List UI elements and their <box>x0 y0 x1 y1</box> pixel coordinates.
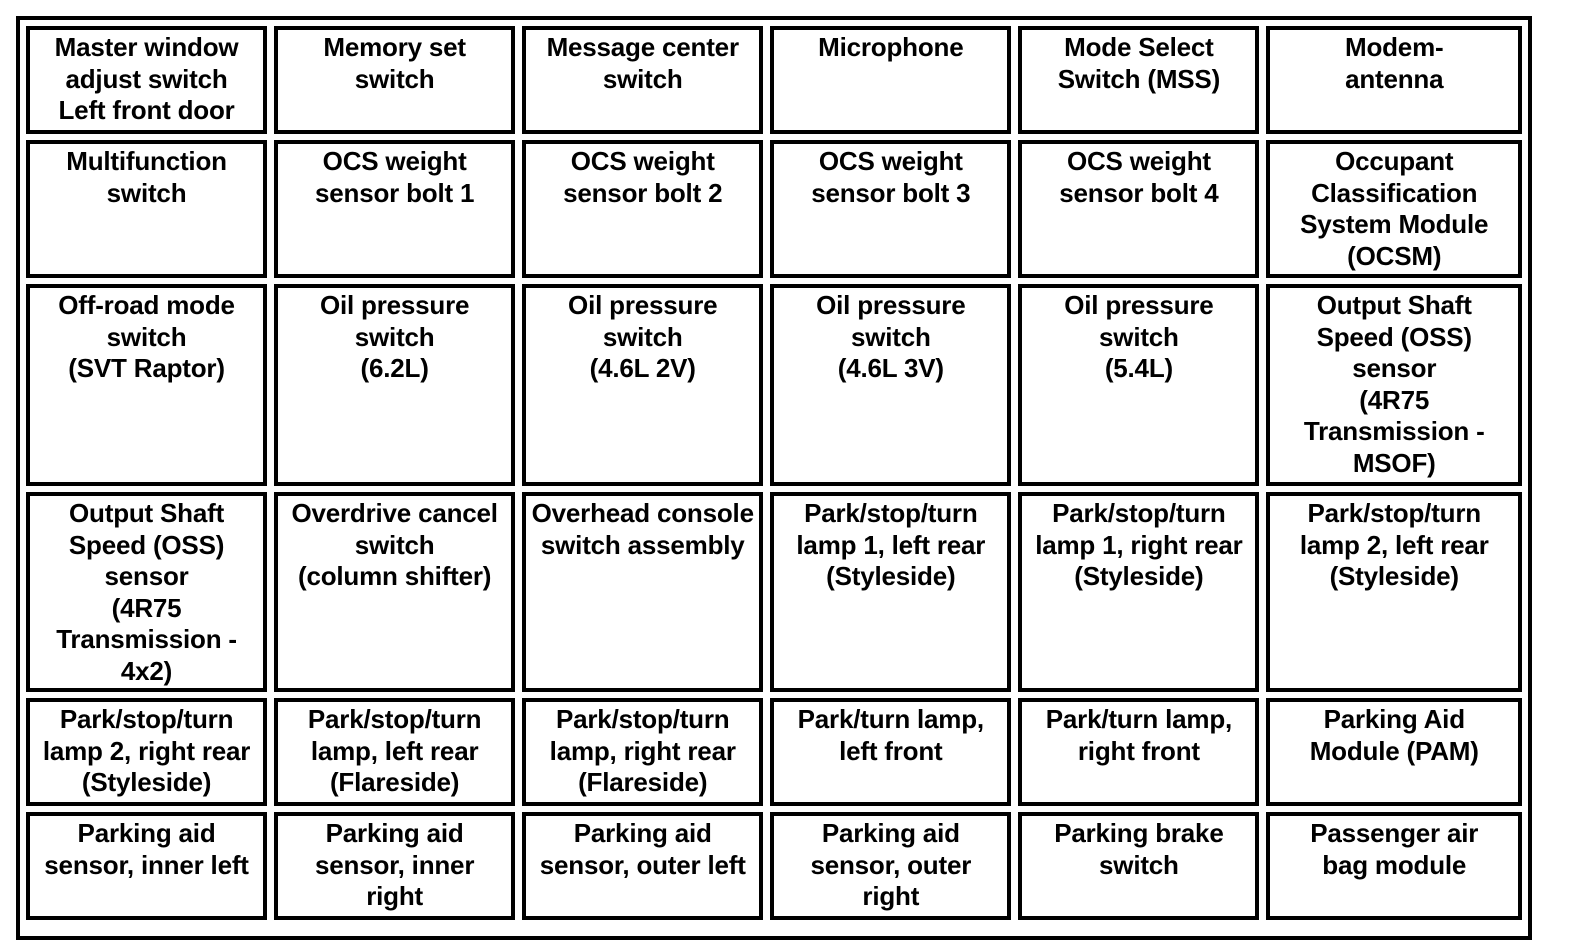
table-cell <box>274 140 515 278</box>
cell-label: Overhead console switch assembly <box>531 498 754 560</box>
cell-label: Overdrive cancel switch (column shifter) <box>291 498 498 591</box>
table-cell <box>1018 492 1259 692</box>
table-cell <box>26 284 267 486</box>
table-cell <box>522 140 763 278</box>
cell-label: Park/stop/turn lamp 2, left rear (Styleside) <box>1299 498 1489 591</box>
table-cell <box>770 812 1011 920</box>
cell-label: Off-road mode switch (SVT Raptor) <box>58 290 235 383</box>
table-cell <box>1266 284 1522 486</box>
table-cell <box>274 492 515 692</box>
table-cell <box>1266 140 1522 278</box>
cell-label: Park/stop/turn lamp 1, right rear (Styleside) <box>1035 498 1243 591</box>
component-table <box>16 16 1532 940</box>
table-cell <box>1018 698 1259 806</box>
table-cell <box>522 284 763 486</box>
table-cell <box>522 812 763 920</box>
cell-label: Oil pressure switch (4.6L 2V) <box>568 290 718 383</box>
cell-label: Output Shaft Speed (OSS) sensor (4R75 Transmission - MSOF) <box>1303 290 1485 478</box>
table-cell <box>1018 284 1259 486</box>
table-cell <box>274 284 515 486</box>
cell-label: Modem- antenna <box>1344 32 1444 94</box>
cell-label: Memory set switch <box>323 32 466 94</box>
cell-label: Mode Select Switch (MSS) <box>1057 32 1221 94</box>
cell-label: Oil pressure switch (4.6L 3V) <box>816 290 966 383</box>
cell-label: OCS weight sensor bolt 2 <box>563 146 723 208</box>
table-cell <box>770 26 1011 134</box>
cell-label: Microphone <box>818 32 964 62</box>
cell-label: Multifunction switch <box>66 146 227 208</box>
table-cell <box>770 140 1011 278</box>
table-cell <box>770 698 1011 806</box>
table-cell <box>1018 140 1259 278</box>
cell-label: OCS weight sensor bolt 4 <box>1059 146 1219 208</box>
table-cell <box>26 140 267 278</box>
cell-label: Occupant Classification System Module (OCSM) <box>1300 146 1489 271</box>
table-cell <box>1266 698 1522 806</box>
component-grid <box>26 26 1522 930</box>
table-cell <box>770 492 1011 692</box>
table-cell <box>274 812 515 920</box>
cell-label: Parking aid sensor, inner left <box>44 818 249 880</box>
table-cell <box>1266 492 1522 692</box>
cell-label: Master window adjust switch Left front door <box>54 32 239 125</box>
cell-label: Park/stop/turn lamp 2, right rear (Styleside) <box>42 704 251 797</box>
cell-label: Oil pressure switch (5.4L) <box>1064 290 1214 383</box>
table-cell <box>1266 26 1522 134</box>
cell-label: Oil pressure switch (6.2L) <box>319 290 470 383</box>
cell-label: Output Shaft Speed (OSS) sensor (4R75 Transmission - 4x2) <box>56 498 237 686</box>
table-cell <box>522 26 763 134</box>
table-cell <box>274 26 515 134</box>
table-cell <box>1018 812 1259 920</box>
table-cell <box>274 698 515 806</box>
cell-label: OCS weight sensor bolt 3 <box>811 146 971 208</box>
cell-label: Parking brake switch <box>1054 818 1224 880</box>
cell-label: Park/stop/turn lamp, right rear (Flareside) <box>549 704 736 797</box>
cell-label: Park/turn lamp, left front <box>797 704 984 766</box>
table-cell <box>770 284 1011 486</box>
table-cell <box>1018 26 1259 134</box>
cell-label: OCS weight sensor bolt 1 <box>315 146 475 208</box>
cell-label: Parking aid sensor, outer left <box>539 818 746 880</box>
cell-label: Passenger air bag module <box>1310 818 1479 880</box>
table-cell <box>26 698 267 806</box>
table-cell <box>26 812 267 920</box>
table-cell <box>522 492 763 692</box>
cell-label: Park/stop/turn lamp 1, left rear (Styleside) <box>796 498 986 591</box>
cell-label: Message center switch <box>546 32 739 94</box>
table-cell <box>26 492 267 692</box>
cell-label: Park/stop/turn lamp, left rear (Flareside) <box>307 704 482 797</box>
cell-label: Park/turn lamp, right front <box>1045 704 1233 766</box>
table-cell <box>1266 812 1522 920</box>
cell-label: Parking aid sensor, inner right <box>315 818 475 911</box>
cell-label: Parking Aid Module (PAM) <box>1309 704 1479 766</box>
table-cell <box>26 26 267 134</box>
cell-label: Parking aid sensor, outer right <box>810 818 972 911</box>
table-cell <box>522 698 763 806</box>
